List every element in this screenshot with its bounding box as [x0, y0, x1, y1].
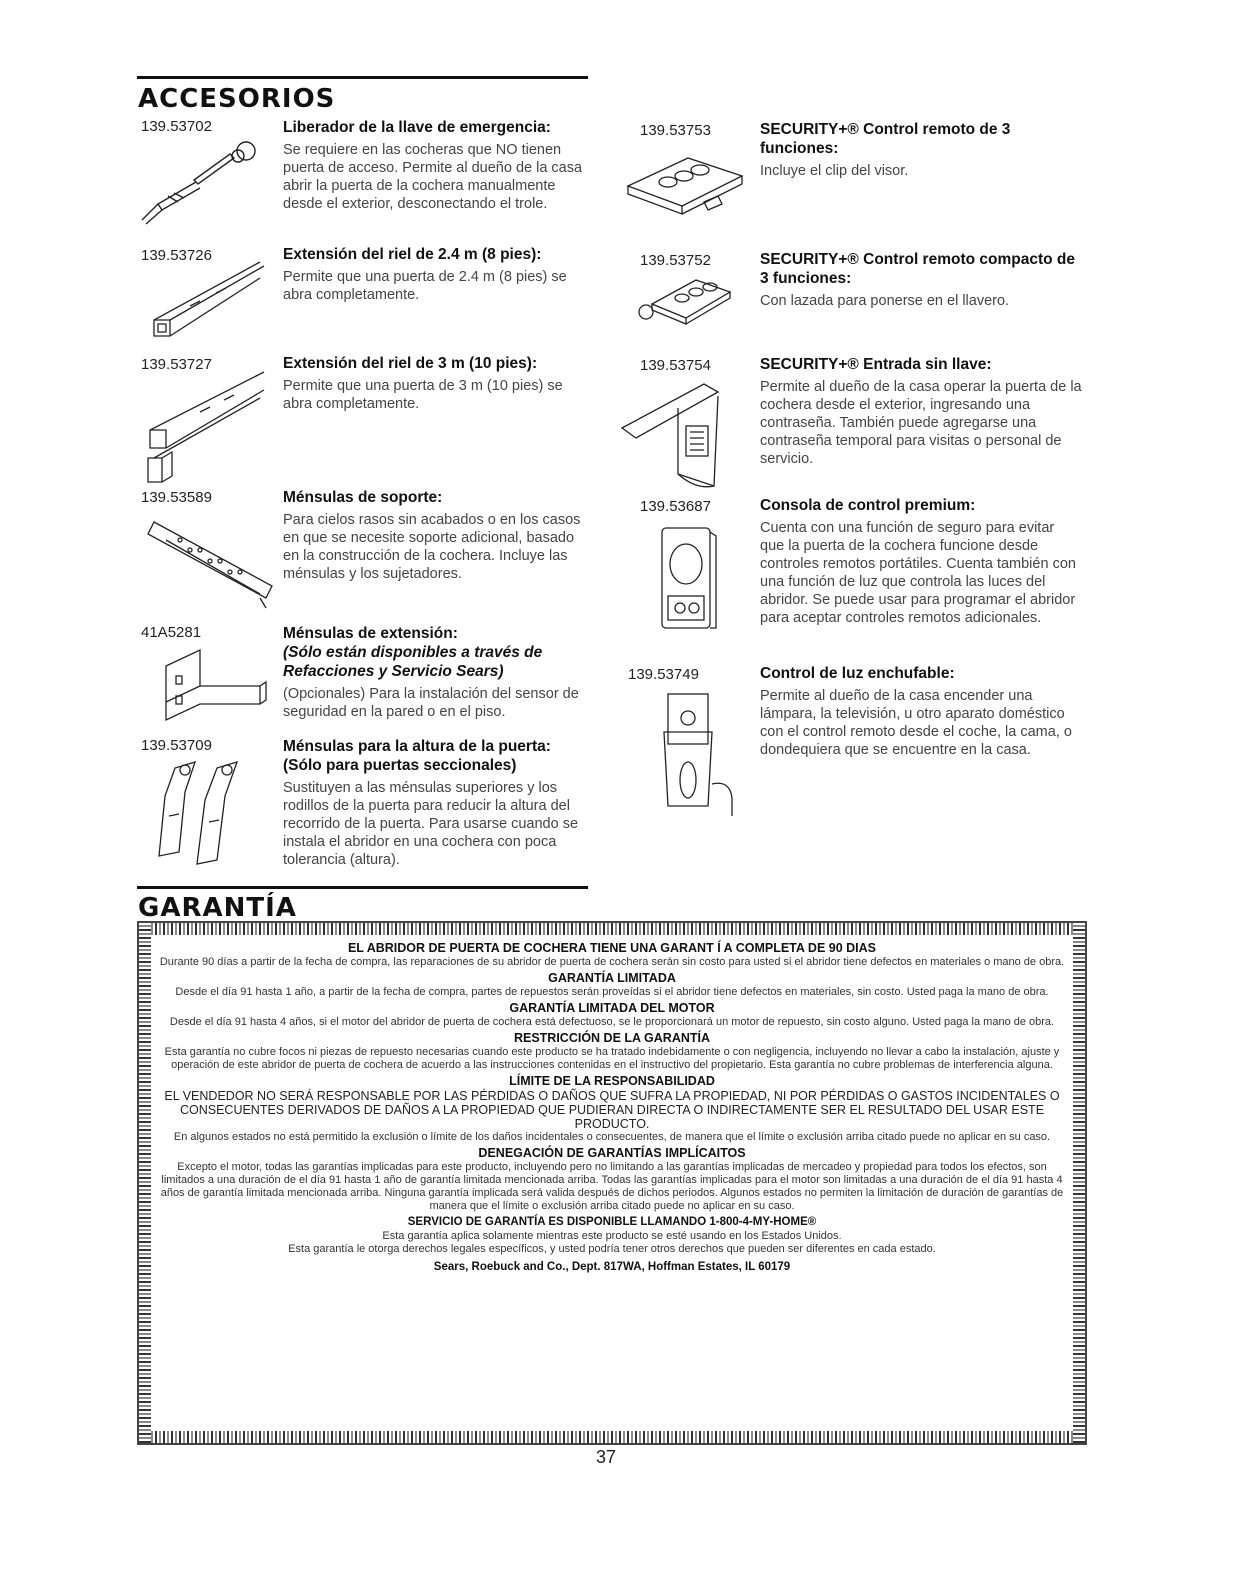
warranty-text-liability-caps: EL VENDEDOR NO SERÁ RESPONSABLE POR LAS PÉRDIDAS O DAÑOS QUE SUFRA LA PROPIEDAD, NI POR PÉRDIDAS O GASTOS INCIDENTALES O CONSECUENTES DERIVADOS DE DAÑOS A LA PROPIEDAD QUE PUDIERAN DIRECTA O INDIRECTAMENTE SER EL RESULTADO DEL USAR ESTE PRODUCTO. — [164, 1089, 1060, 1131]
item-title: Ménsulas de soporte: — [283, 489, 443, 506]
item-description: Cuenta con una función de seguro para evitar que la puerta de la cochera funcione desde controles remotos portátiles. Cuenta también con una función de luz que controla las luces del abridor. Se puede usar para programar el abridor para aceptar controles remotos adicionales. — [760, 520, 1076, 626]
item-title: Control de luz enchufable: — [760, 665, 955, 682]
item-title: Extensión del riel de 3 m (10 pies): — [283, 355, 538, 372]
item-title: SECURITY+® Control remoto compacto de 3 funciones: — [760, 251, 1075, 287]
warranty-heading-motor: GARANTÍA LIMITADA DEL MOTOR — [509, 1001, 715, 1015]
item-title: Extensión del riel de 2.4 m (8 pies): — [283, 246, 542, 263]
accessory-item — [760, 496, 1080, 627]
warranty-border-right — [1073, 923, 1085, 1443]
key-release-illustration — [138, 136, 260, 226]
rail-extension-8ft-illustration — [140, 258, 270, 340]
accessory-item — [283, 624, 603, 721]
warranty-text-implied: Excepto el motor, todas las garantías implicadas para este producto, incluyendo pero no limitando a las garantías implicadas de mercadeo y propiedad para todos los efectos, son limitados a una duración de el día 91 hasta 1 año de garantía limitada mencionada arriba. Todas las garantías implicadas para el motor son limitadas a una duración de el día 91 hasta 4 años de garantía limitada mencionada arriba. Ninguna garantía implicada será valida después de dichos periodos. Algunos estados no permiten la limitación de duración de garantías de manera que el límite o exclusión arriba citado puede no aplicar en su caso. — [160, 1161, 1064, 1212]
accessory-item — [760, 120, 1080, 180]
item-title: SECURITY+® Entrada sin llave: — [760, 356, 992, 373]
warranty-text-limited: Desde el día 91 hasta 1 año, a partir de la fecha de compra, partes de repuestos serán proveídas si el abridor tiene defectos en materiales, sin costo. Usted paga la mano de obra. — [175, 986, 1049, 998]
remote-control-illustration — [618, 150, 750, 222]
item-code: 139.53709 — [141, 737, 212, 754]
door-height-brackets-illustration — [145, 756, 265, 868]
item-title: Ménsulas para la altura de la puerta: — [283, 738, 551, 755]
item-description: Permite al dueño de la casa encender una lámpara, la televisión, u otro aparato doméstico con el control remoto desde el coche, la cama, o dondequiera que se encuentre en la casa. — [760, 688, 1072, 758]
warranty-text-full: Durante 90 días a partir de la fecha de compra, las reparaciones de su abridor de puerta de cochera serán sin costo para usted si el abridor tiene defectos en materiales o mano de obra. — [159, 956, 1065, 968]
item-description: Incluye el clip del visor. — [760, 163, 909, 179]
keyless-entry-illustration — [618, 378, 730, 490]
item-code: 139.53589 — [141, 489, 212, 506]
extension-brackets-illustration — [160, 646, 270, 724]
accessory-item — [283, 245, 593, 304]
item-code: 41A5281 — [141, 624, 202, 641]
accessory-item — [283, 118, 593, 213]
item-description: Permite al dueño de la casa operar la puerta de la cochera desde el exterior, ingresando una contraseña. También puede agregarse una contraseña temporal para visitas o personal de servicio. — [760, 379, 1082, 467]
accessory-item — [760, 664, 1080, 759]
warranty-heading-limited: GARANTÍA LIMITADA — [548, 971, 676, 985]
warranty-heading-liability: LÍMITE DE LA RESPONSABILIDAD — [509, 1074, 715, 1088]
warranty-heading-full: EL ABRIDOR DE PUERTA DE COCHERA TIENE UNA GARANT Í A COMPLETA DE 90 DIAS — [347, 941, 877, 955]
item-description: Permite que una puerta de 3 m (10 pies) se abra completamente. — [283, 378, 563, 412]
light-control-illustration — [650, 688, 746, 816]
accessory-item — [283, 488, 593, 583]
accessory-item — [760, 250, 1080, 310]
page-number: 37 — [596, 1447, 617, 1467]
item-code: 139.53687 — [640, 498, 711, 515]
item-description: Permite que una puerta de 2.4 m (8 pies) se abra completamente. — [283, 269, 567, 303]
accessories-title: ACCESORIOS — [138, 84, 336, 114]
rail-extension-10ft-illustration — [140, 368, 270, 486]
support-brackets-illustration — [140, 512, 280, 612]
item-description: Con lazada para ponerse en el llavero. — [760, 293, 1010, 309]
item-title: Ménsulas de extensión: — [283, 625, 458, 642]
warranty-text-rights: Esta garantía le otorga derechos legales específicos, y usted podría tener otros derechos que pueden ser diferentes en cada estado. — [288, 1243, 936, 1255]
item-code: 139.53752 — [640, 252, 711, 269]
item-title: SECURITY+® Control remoto de 3 funciones: — [760, 121, 1011, 157]
warranty-border-left — [139, 923, 151, 1443]
item-description: Se requiere en las cocheras que NO tienen puerta de acceso. Permite al dueño de la casa abrir la puerta de la cochera manualmente desde el exterior, desconectando el trole. — [283, 142, 583, 212]
accessory-item — [283, 354, 593, 413]
accessory-item — [760, 355, 1090, 468]
item-description: (Opcionales) Para la instalación del sensor de seguridad en la pared o en el piso. — [283, 686, 579, 720]
item-title: Liberador de la llave de emergencia: — [283, 119, 551, 136]
warranty-address: Sears, Roebuck and Co., Dept. 817WA, Hoffman Estates, IL 60179 — [433, 1261, 791, 1273]
warranty-content — [155, 939, 1069, 1427]
control-console-illustration — [656, 524, 718, 634]
accessories-top-rule — [137, 76, 588, 79]
item-description: Sustituyen a las ménsulas superiores y los rodillos de la puerta para reducir la altura del recorrido de la puerta. Para usarse cuando se instala el abridor en una cochera con poca tolerancia (altura). — [283, 780, 579, 868]
item-code: 139.53749 — [628, 666, 699, 683]
warranty-border-bottom — [139, 1431, 1085, 1443]
item-code: 139.53753 — [640, 122, 711, 139]
warranty-border-top — [139, 923, 1085, 935]
item-code: 139.53754 — [640, 357, 711, 374]
item-title: Consola de control premium: — [760, 497, 976, 514]
warranty-text-usa: Esta garantía aplica solamente mientras este producto se esté usando en los Estados Unidos. — [382, 1230, 842, 1242]
warranty-heading-service: SERVICIO DE GARANTÍA ES DISPONIBLE LLAMANDO 1-800-4-MY-HOME® — [407, 1216, 817, 1228]
item-subtitle: (Sólo están disponibles a través de Refacciones y Servicio Sears) — [283, 644, 543, 680]
item-description: Para cielos rasos sin acabados o en los casos en que se necesite soporte adicional, basado en la construcción de la cochera. Incluye las ménsulas y los sujetadores. — [283, 512, 581, 582]
accessory-item — [283, 737, 593, 869]
item-code: 139.53727 — [141, 356, 212, 373]
item-code: 139.53726 — [141, 247, 212, 264]
warranty-heading-restriction: RESTRICCIÓN DE LA GARANTÍA — [513, 1031, 711, 1045]
warranty-title: GARANTÍA — [138, 893, 297, 923]
compact-remote-illustration — [636, 272, 736, 328]
warranty-heading-implied: DENEGACIÓN DE GARANTÍAS IMPLÍCAITOS — [478, 1146, 746, 1160]
item-subtitle: (Sólo para puertas seccionales) — [283, 757, 517, 774]
item-code: 139.53702 — [141, 118, 212, 135]
warranty-text-motor: Desde el día 91 hasta 4 años, si el motor del abridor de puerta de cochera está defectuoso, se le proporcionará un motor de repuesto, sin costo alguno. Usted paga la mano de obra. — [169, 1016, 1055, 1028]
warranty-top-rule — [137, 886, 588, 889]
warranty-text-liability: En algunos estados no está permitido la exclusión o límite de los daños incidentales o consecuentes, de manera que el límite o exclusión arriba citado puede no aplicar en su caso. — [173, 1131, 1051, 1143]
warranty-box — [137, 921, 1087, 1445]
warranty-text-restriction: Esta garantía no cubre focos ni piezas de repuesto necesarias cuando este producto se ha tratado indebidamente o con negligencia, incluyendo no llevar a cabo la instalación, ajuste y operación de este abridor de puerta de cochera de acuerdo a las instrucciones contenidas en el instructivo del propietario. Esta garantía no cubre problemas de interferencia alguna. — [164, 1046, 1060, 1071]
